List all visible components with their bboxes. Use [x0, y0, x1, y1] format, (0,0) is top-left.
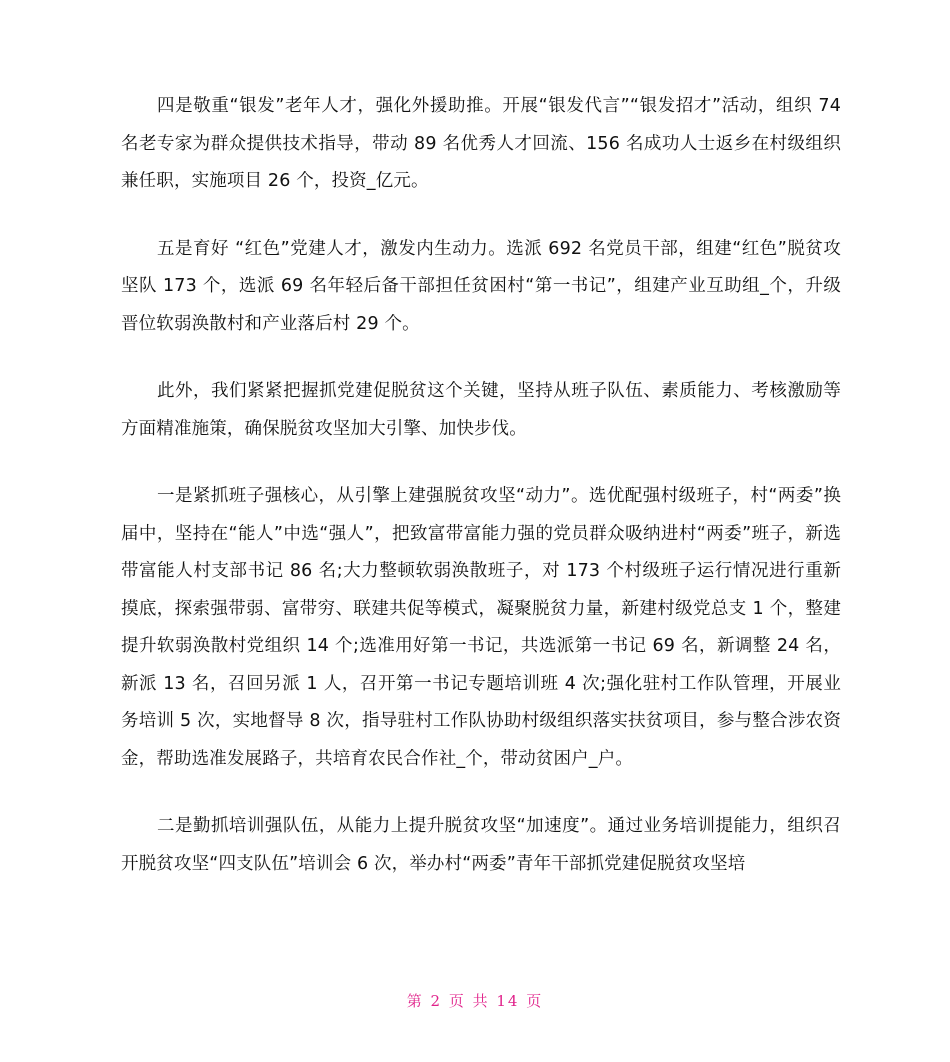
paragraph-second: 二是勤抓培训强队伍，从能力上提升脱贫攻坚“加速度”。通过业务培训提能力，组织召开脱贫攻坚“四支队伍”培训会 6 次，举办村“两委”青年干部抓党建促脱贫攻坚培: [121, 816, 841, 874]
page-number-footer: 第 2 页 共 14 页: [406, 992, 544, 1010]
paragraph-4: 四是敬重“银发”老年人才，强化外援助推。开展“银发代言”“银发招才”活动，组织 74 名老专家为群众提供技术指导，带动 89 名优秀人才回流、156 名成功人士返乡在村级组织兼任职，实施项目 26 个，投资_亿元。: [121, 96, 841, 191]
document-body: [121, 88, 841, 913]
paragraph-5: 五是育好 “红色”党建人才，激发内生动力。选派 692 名党员干部，组建“红色”脱贫攻坚队 173 个，选派 69 名年轻后备干部担任贫困村“第一书记”，组建产业互助组_个，升级晋位软弱涣散村和产业落后村 29 个。: [121, 238, 841, 334]
paragraph-besides: 此外，我们紧紧把握抓党建促脱贫这个关键，坚持从班子队伍、素质能力、考核激励等方面精准施策，确保脱贫攻坚加大引擎、加快步伐。: [121, 381, 841, 439]
paragraph-first: 一是紧抓班子强核心，从引擎上建强脱贫攻坚“动力”。选优配强村级班子，村“两委”换届中，坚持在“能人”中选“强人”，把致富带富能力强的党员群众吸纳进村“两委”班子，新选带富能人村支部书记 86 名;大力整顿软弱涣散班子，对 173 个村级班子运行情况进行重新摸底，探索强带弱、富带穷、联建共促等模式，凝聚脱贫力量，新建村级党总支 1 个，整建提升软弱涣散村党组织 14 个;选准用好第一书记，共选派第一书记 69 名，新调整 24 名，新派 13 名，召回另派 1 人，召开第一书记专题培训班 4 次;强化驻村工作队管理，开展业务培训 5 次，实地督导 8 次，指导驻村工作队协助村级组织落实扶贫项目，参与整合涉农资金，帮助选准发展路子，共培育农民合作社_个，带动贫困户_户。: [121, 486, 841, 769]
